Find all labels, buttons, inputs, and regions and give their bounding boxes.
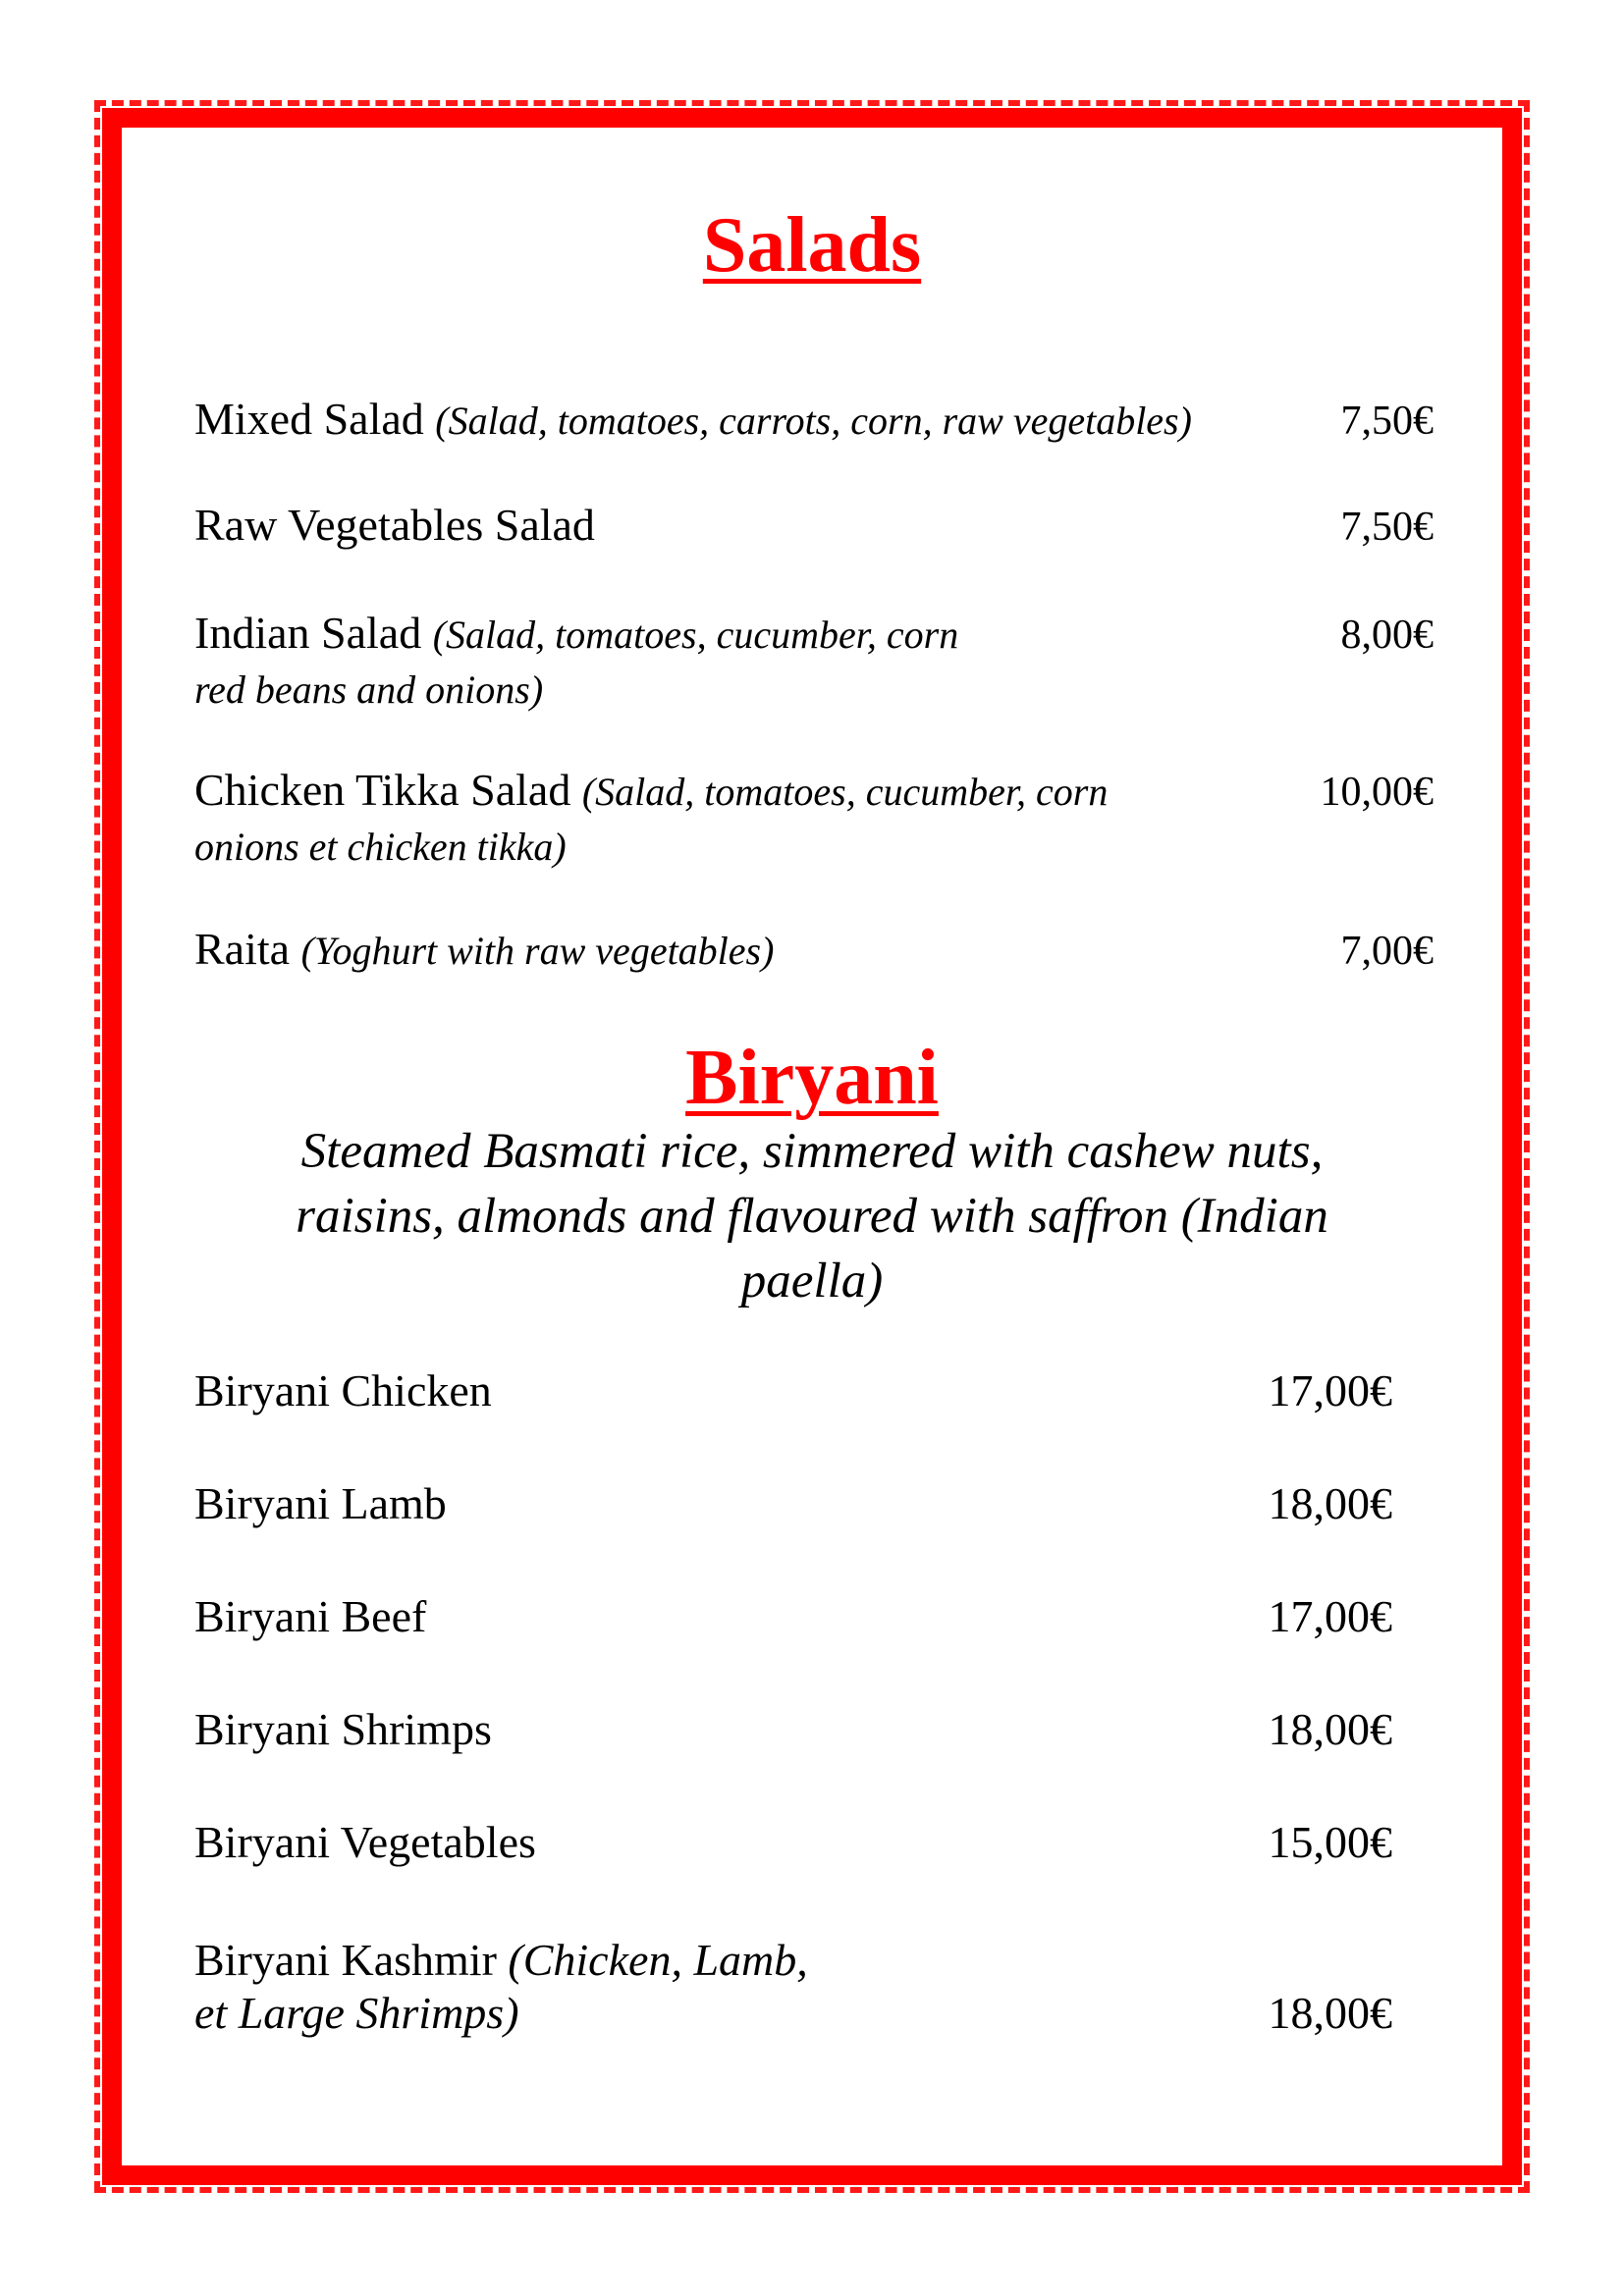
salads-heading: Salads — [702, 202, 922, 289]
item-price: 15,00€ — [1268, 1817, 1392, 1867]
item-name: Raita — [194, 924, 291, 974]
menu-item-indian-salad — [194, 607, 958, 717]
menu-item-biryani-chicken — [194, 1364, 492, 1417]
item-description-cont: et Large Shrimps) — [194, 1988, 519, 2038]
item-price: 17,00€ — [1268, 1591, 1392, 1641]
item-price: 18,00€ — [1268, 1704, 1392, 1754]
item-description: (Salad, tomatoes, carrots, corn, raw vegetables) — [435, 399, 1192, 443]
biryani-description-line-1: Steamed Basmati rice, simmered with cashew nuts, — [300, 1124, 1324, 1179]
biryani-heading: Biryani — [685, 1035, 939, 1121]
menu-item-biryani-vegetables — [194, 1816, 536, 1869]
item-description-cont: onions et chicken tikka) — [194, 825, 567, 869]
item-name: Biryani Beef — [194, 1591, 427, 1641]
item-name: Indian Salad — [194, 608, 422, 658]
item-description: (Chicken, Lamb, — [508, 1935, 808, 1985]
item-price: 18,00€ — [1268, 1478, 1392, 1528]
item-description: (Yoghurt with raw vegetables) — [300, 929, 775, 973]
biryani-description-line-3: paella) — [740, 1254, 884, 1308]
item-price: 8,00€ — [1340, 613, 1434, 658]
item-price: 18,00€ — [1268, 1988, 1392, 2038]
menu-item-biryani-beef — [194, 1590, 426, 1643]
biryani-description-line-2: raisins, almonds and flavoured with saffron (Indian — [296, 1189, 1328, 1244]
item-name: Raw Vegetables Salad — [194, 500, 595, 550]
item-price: 7,50€ — [1340, 399, 1434, 444]
item-name: Biryani Lamb — [194, 1478, 447, 1528]
item-price: 17,00€ — [1268, 1365, 1392, 1415]
item-description: (Salad, tomatoes, cucumber, corn — [581, 770, 1109, 814]
menu-item-biryani-kashmir — [194, 1934, 808, 2040]
item-name: Biryani Shrimps — [194, 1704, 492, 1754]
item-name: Mixed Salad — [194, 394, 424, 444]
item-price: 7,00€ — [1340, 929, 1434, 974]
item-description-cont: red beans and onions) — [194, 667, 544, 712]
menu-item-biryani-shrimps — [194, 1703, 492, 1756]
item-price: 7,50€ — [1340, 505, 1434, 550]
menu-item-chicken-tikka-salad — [194, 764, 1108, 874]
item-name: Biryani Vegetables — [194, 1817, 536, 1867]
menu-item-raw-vegetables-salad — [194, 499, 595, 552]
item-price: 10,00€ — [1320, 770, 1434, 815]
item-description: (Salad, tomatoes, cucumber, corn — [432, 613, 959, 657]
menu-item-mixed-salad — [194, 393, 1192, 448]
item-name: Chicken Tikka Salad — [194, 765, 571, 815]
menu-item-raita — [194, 923, 774, 978]
item-name: Biryani Chicken — [194, 1365, 492, 1415]
item-name: Biryani Kashmir — [194, 1935, 497, 1985]
menu-item-biryani-lamb — [194, 1477, 447, 1530]
biryani-description — [226, 1119, 1398, 1313]
